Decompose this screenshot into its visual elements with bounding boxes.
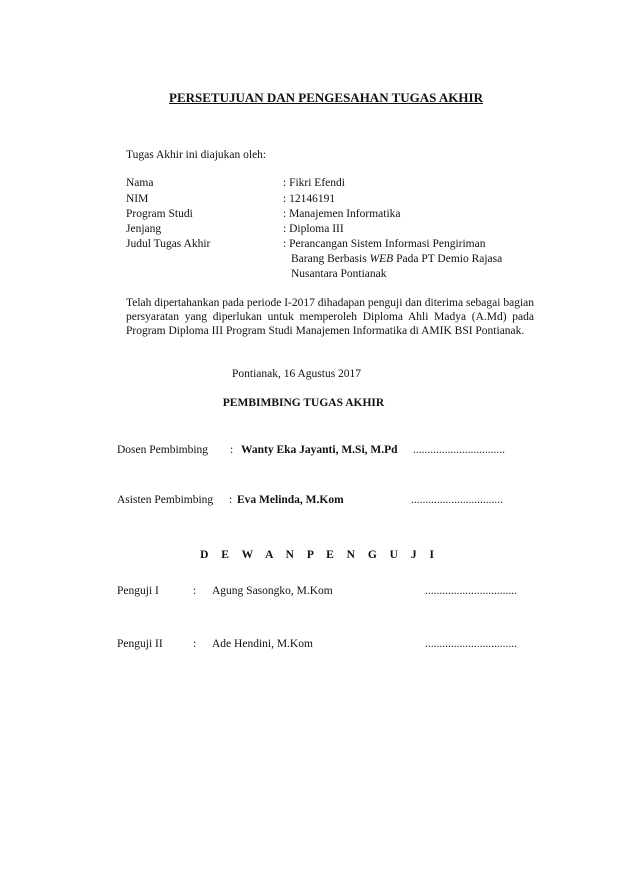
penguji-2-sep: : [193, 638, 197, 650]
intro-text: Tugas Akhir ini diajukan oleh: [126, 149, 267, 161]
field-value-judul: : Perancangan Sistem Informasi Pengiriman [283, 238, 486, 250]
field-label-nim: NIM [126, 193, 149, 205]
penguji-1-name: Agung Sasongko, M.Kom [212, 585, 333, 597]
asisten-pembimbing-name: Eva Melinda, M.Kom [237, 494, 344, 506]
pembimbing-heading: PEMBIMBING TUGAS AKHIR [222, 397, 385, 409]
field-value-nama: : Fikri Efendi [283, 177, 345, 189]
field-label-jenjang: Jenjang [126, 223, 162, 235]
field-label-program-studi: Program Studi [126, 208, 193, 220]
dosen-pembimbing-name: Wanty Eka Jayanti, M.Si, M.Pd [241, 444, 398, 456]
field-value-program-studi: : Manajemen Informatika [283, 208, 401, 220]
field-value-nim: : 12146191 [283, 193, 336, 205]
dosen-pembimbing-signature-line: ................................ [413, 444, 505, 456]
penguji-1-sep: : [193, 585, 197, 597]
judul-line-3: Nusantara Pontianak [291, 268, 387, 280]
document-title: PERSETUJUAN DAN PENGESAHAN TUGAS AKHIR [169, 90, 483, 105]
place-date: Pontianak, 16 Agustus 2017 [232, 368, 362, 380]
approval-paragraph: Telah dipertahankan pada periode I-2017 dihadapan penguji dan diterima sebagai bagian persyaratan yang diperlukan untuk memperoleh Diploma Ahli Madya (A.Md) pada Program Diploma III Program Studi Manajemen Informatika di AMIK BSI Pontianak. [126, 297, 534, 337]
penguji-2-signature-line: ................................ [425, 638, 517, 650]
dosen-pembimbing-label: Dosen Pembimbing [117, 444, 209, 456]
asisten-pembimbing-label: Asisten Pembimbing [117, 494, 214, 506]
dosen-pembimbing-sep: : [230, 444, 234, 456]
field-value-jenjang: : Diploma III [283, 223, 344, 235]
field-label-judul: Judul Tugas Akhir [126, 238, 211, 250]
asisten-pembimbing-signature-line: ................................ [411, 494, 503, 506]
penguji-2-label: Penguji II [117, 638, 163, 650]
judul-line-2: Barang Berbasis WEB Pada PT Demio Rajasa [291, 253, 503, 265]
asisten-pembimbing-sep: : [229, 494, 233, 506]
penguji-1-signature-line: ................................ [425, 585, 517, 597]
field-label-nama: Nama [126, 177, 154, 189]
penguji-1-label: Penguji I [117, 585, 159, 597]
penguji-2-name: Ade Hendini, M.Kom [212, 638, 313, 650]
dewan-penguji-heading: D E W A N P E N G U J I [200, 549, 439, 561]
